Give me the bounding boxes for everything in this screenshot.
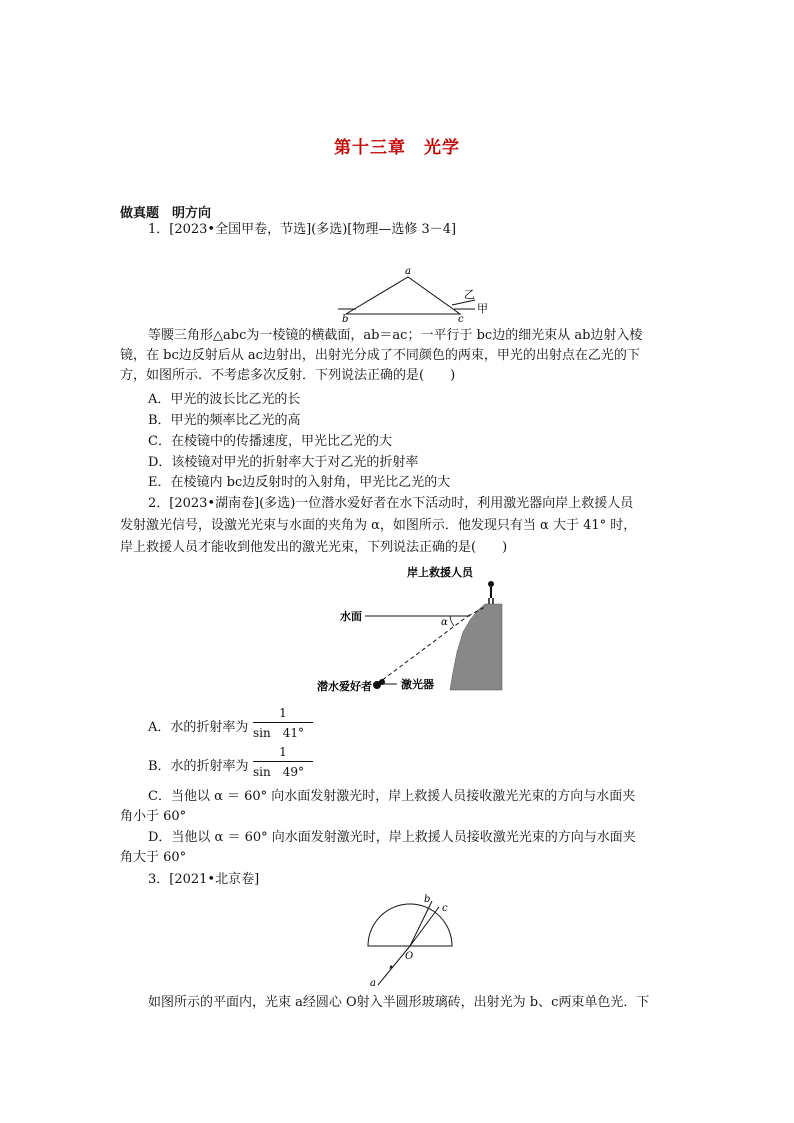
q2-option-a-denominator: sin 41° [253, 726, 304, 740]
q1-header: 1．[2023•全国甲卷，节选](多选)[物理—选修 3－4] [148, 222, 457, 237]
prism-label-c: c [458, 314, 464, 325]
q2-option-b-denominator: sin 49° [253, 765, 304, 779]
page-title: 第十三章 光学 [334, 138, 460, 158]
q2-option-d-line-2: 角大于 60° [120, 850, 187, 865]
ray-label-b: b [424, 894, 431, 905]
prism-label-b: b [342, 314, 349, 325]
prism-label-yi: 乙 [464, 288, 475, 301]
diver-label: 潜水爱好者 [317, 680, 372, 693]
laser-label: 激光器 [401, 678, 434, 691]
q1-option-b: B．甲光的频率比乙光的高 [148, 413, 301, 428]
prism-label-a: a [405, 266, 411, 277]
q2-option-b-prefix: B．水的折射率为 [148, 759, 249, 774]
q2-option-b-numerator: 1 [279, 745, 287, 759]
fraction-bar [253, 761, 313, 762]
q2-option-d-line-1: D．当他以 α ＝ 60° 向水面发射激光时，岸上救援人员接收激光光束的方向与水面夹 [148, 830, 636, 845]
q1-body-line-3: 方，如图所示．不考虑多次反射．下列说法正确的是( ) [120, 368, 456, 383]
q1-option-c: C．在棱镜中的传播速度，甲光比乙光的大 [148, 434, 392, 449]
diver-figure [317, 562, 515, 694]
q1-body-line-2: 镜，在 bc边反射后从 ac边射出，出射光分成了不同颜色的两束，甲光的出射点在乙光的下 [120, 348, 640, 363]
q2-option-a-numerator: 1 [279, 706, 287, 720]
section-heading: 做真题 明方向 [120, 206, 212, 221]
q3-body-line-1: 如图所示的平面内，光束 a经圆心 O射入半圆形玻璃砖，出射光为 b、c两束单色光．下 [148, 995, 650, 1010]
q1-option-d: D．该棱镜对甲光的折射率大于对乙光的折射率 [148, 455, 419, 470]
ray-label-c: c [442, 903, 448, 914]
q2-option-a-prefix: A．水的折射率为 [148, 720, 249, 735]
q2-body-line-1: 2．[2023•湖南卷](多选)一位潜水爱好者在水下活动时，利用激光器向岸上救援人员 [148, 496, 634, 511]
center-label-o: O [405, 951, 414, 962]
prism-label-jia: 甲 [477, 302, 488, 315]
q1-option-a: A．甲光的波长比乙光的长 [148, 392, 301, 407]
water-surface-label: 水面 [340, 610, 362, 623]
fraction-bar [253, 722, 313, 723]
q2-body-line-2: 发射激光信号，设激光光束与水面的夹角为 α，如图所示．他发现只有当 α 大于 41° 时， [120, 518, 637, 533]
q1-body-line-1: 等腰三角形△abc为一棱镜的横截面，ab＝ac；一平行于 bc边的细光束从 ab边射入棱 [148, 328, 643, 343]
ray-label-a: a [370, 978, 376, 989]
q2-option-c-line-1: C．当他以 α ＝ 60° 向水面发射激光时，岸上救援人员接收激光光束的方向与水面夹 [148, 789, 636, 804]
semicircle-figure [360, 893, 460, 988]
q2-option-c-line-2: 角小于 60° [120, 809, 187, 824]
q2-body-line-3: 岸上救援人员才能收到他发出的激光光束，下列说法正确的是( ) [120, 540, 508, 555]
rescuer-label: 岸上救援人员 [407, 566, 473, 579]
q1-option-e: E．在棱镜内 bc边反射时的入射角，甲光比乙光的大 [148, 475, 451, 490]
q3-header: 3．[2021•北京卷] [148, 872, 260, 887]
prism-figure [330, 262, 500, 324]
alpha-label: α [441, 617, 448, 628]
